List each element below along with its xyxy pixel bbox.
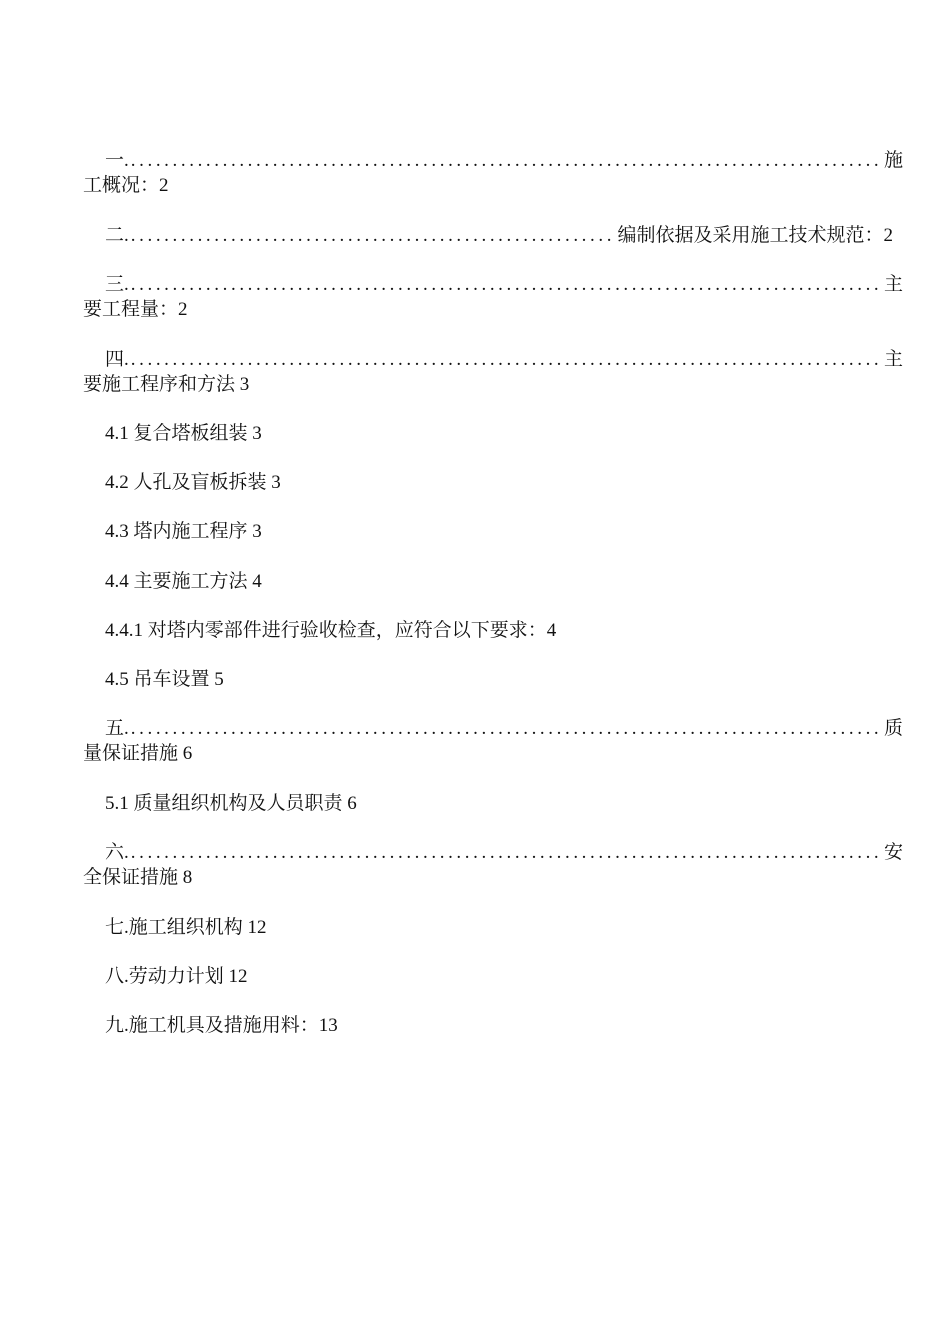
toc-entry-title: 编制依据及采用施工技术规范：2 xyxy=(617,225,893,246)
toc-entry-title-start: 质 xyxy=(883,718,903,739)
toc-entry-title: 九.施工机具及措施用料：13 xyxy=(105,1015,338,1036)
toc-entry-6[interactable] xyxy=(83,840,903,890)
toc-entry-number: 三. xyxy=(105,274,129,295)
toc-entry-number: 四. xyxy=(105,349,129,370)
dot-leader xyxy=(131,347,882,372)
toc-entry-8[interactable] xyxy=(83,964,903,989)
toc-entry-title: 5.1 质量组织机构及人员职责 6 xyxy=(105,793,357,814)
toc-entry-4-4[interactable] xyxy=(83,569,903,594)
toc-entry-4-4-1[interactable] xyxy=(83,618,903,643)
dot-leader xyxy=(131,272,882,297)
toc-entry-4[interactable] xyxy=(83,347,903,397)
toc-entry-number: 二. xyxy=(105,225,129,246)
toc-entry-title-start: 主 xyxy=(883,274,903,295)
toc-entry-9[interactable] xyxy=(83,1013,903,1038)
toc-entry-number: 五. xyxy=(105,718,129,739)
toc-entry-4-2[interactable] xyxy=(83,470,903,495)
dot-leader xyxy=(131,223,616,248)
toc-entry-title-rest: 要施工程序和方法 3 xyxy=(83,374,250,395)
toc-entry-5[interactable] xyxy=(83,716,903,766)
toc-entry-title-start: 施 xyxy=(883,150,903,171)
toc-entry-title: 4.4.1 对塔内零部件进行验收检查，应符合以下要求：4 xyxy=(105,620,557,641)
toc-entry-1[interactable] xyxy=(83,148,903,198)
toc-entry-5-1[interactable] xyxy=(83,791,903,816)
toc-entry-title: 4.1 复合塔板组装 3 xyxy=(105,423,262,444)
dot-leader xyxy=(131,148,882,173)
toc-entry-4-1[interactable] xyxy=(83,421,903,446)
toc-entry-title: 4.4 主要施工方法 4 xyxy=(105,571,262,592)
toc-entry-3[interactable] xyxy=(83,272,903,322)
toc-entry-title: 七.施工组织机构 12 xyxy=(105,917,267,938)
dot-leader xyxy=(131,840,882,865)
toc-entry-title-rest: 工概况：2 xyxy=(83,175,169,196)
toc-entry-4-5[interactable] xyxy=(83,667,903,692)
toc-entry-title-rest: 要工程量：2 xyxy=(83,299,188,320)
toc-entry-7[interactable] xyxy=(83,915,903,940)
toc-entry-title: 八.劳动力计划 12 xyxy=(105,966,248,987)
toc-entry-title: 4.5 吊车设置 5 xyxy=(105,669,224,690)
toc-entry-number: 六. xyxy=(105,842,129,863)
toc-entry-4-3[interactable] xyxy=(83,519,903,544)
dot-leader xyxy=(131,716,882,741)
toc-entry-title: 4.2 人孔及盲板拆装 3 xyxy=(105,472,281,493)
toc-entry-title-rest: 全保证措施 8 xyxy=(83,867,193,888)
toc-entry-title-start: 主 xyxy=(883,349,903,370)
toc-entry-2[interactable] xyxy=(83,223,903,248)
toc-entry-title-rest: 量保证措施 6 xyxy=(83,743,193,764)
toc-entry-title: 4.3 塔内施工程序 3 xyxy=(105,521,262,542)
toc-entry-title-start: 安 xyxy=(883,842,903,863)
toc-entry-number: 一. xyxy=(105,150,129,171)
